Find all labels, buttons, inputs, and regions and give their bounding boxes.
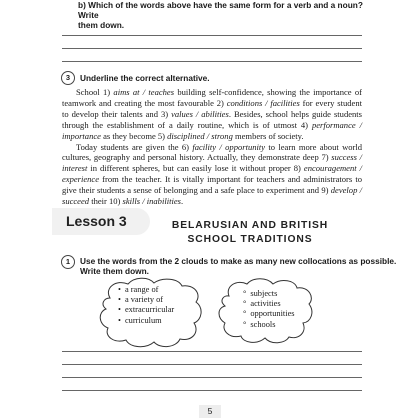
- cloud-item: • a variety of: [118, 295, 174, 305]
- text-run: building self-confidence, showing the importance of teamwork and creating the most favourable 2): [62, 87, 362, 108]
- cloud-item: • extracurricular: [118, 305, 174, 315]
- text-run: members of society.: [232, 130, 304, 141]
- writing-line: [62, 48, 362, 49]
- alternative-choice[interactable]: aims at / teaches: [113, 87, 175, 97]
- right-cloud-list: [243, 289, 295, 330]
- left-cloud-list: [118, 285, 174, 326]
- text-run: in different spheres, but can easily lose it without proper 8): [87, 163, 304, 174]
- paragraph-1: [62, 87, 362, 142]
- writing-line: [62, 351, 362, 352]
- task-b-question: b) Which of the words above have the same form for a verb and a noun? Write them down.: [78, 0, 363, 30]
- alternative-choice[interactable]: skills / inabilities: [122, 196, 181, 207]
- text-run: .: [180, 196, 184, 207]
- writing-line: [62, 390, 362, 391]
- lesson-tab: [52, 208, 150, 235]
- text-run: School 1): [76, 87, 114, 97]
- exercise-number-badge: 1: [61, 255, 75, 269]
- cloud-item: ° schools: [243, 320, 295, 330]
- cloud-item: • curriculum: [118, 316, 174, 326]
- writing-line: [62, 364, 362, 365]
- text-run: . Besides, school helps guide students through the establishment of a daily routine, which is of utmost 4): [62, 108, 362, 130]
- exercise-3-text: [62, 87, 362, 207]
- text-run: as they become 5): [100, 130, 168, 141]
- lesson-heading-line2: SCHOOL TRADITIONS: [187, 234, 313, 245]
- page-number: 5: [199, 405, 221, 418]
- text-run: to learn more about world cultures, geography and personal history. Actually, they demonstrate deep 7): [62, 141, 363, 163]
- alternative-choice[interactable]: values / abilities: [171, 108, 229, 119]
- cloud-item: • a range of: [118, 285, 174, 295]
- writing-line: [62, 35, 362, 36]
- writing-line: [62, 377, 362, 378]
- cloud-item: ° activities: [243, 299, 295, 309]
- alternative-choice[interactable]: develop / succeed: [62, 185, 363, 207]
- exercise-number-badge: 3: [61, 71, 75, 85]
- text-run: Today students are given the 6): [76, 141, 193, 152]
- cloud-item: ° subjects: [243, 289, 295, 299]
- writing-line: [62, 61, 362, 62]
- alternative-choice[interactable]: conditions / facilities: [226, 97, 300, 108]
- lesson-label: Lesson 3: [66, 213, 127, 229]
- exercise-1-title: Use the words from the 2 clouds to make as many new collocations as possible. Write them down.: [80, 256, 397, 276]
- alternative-choice[interactable]: facility / opportunity: [192, 141, 266, 152]
- lesson-heading-line1: BELARUSIAN AND BRITISH: [171, 220, 329, 231]
- text-run: from the teacher. It is vitally important for teachers and administrators to give their students a sense of belonging and a safe place to experiment and 9): [62, 174, 362, 196]
- alternative-choice[interactable]: encouragement / experience: [62, 163, 362, 185]
- alternative-choice[interactable]: success / interest: [62, 152, 362, 174]
- cloud-item: ° opportunities: [243, 309, 295, 319]
- exercise-3-title: Underline the correct alternative.: [80, 73, 210, 83]
- paragraph-2: [62, 142, 362, 207]
- alternative-choice[interactable]: performance / importance: [62, 119, 362, 141]
- text-run: their 10): [89, 196, 123, 207]
- alternative-choice[interactable]: disciplined / strong: [167, 130, 233, 141]
- text-run: for every student to develop their talents and 3): [62, 97, 362, 119]
